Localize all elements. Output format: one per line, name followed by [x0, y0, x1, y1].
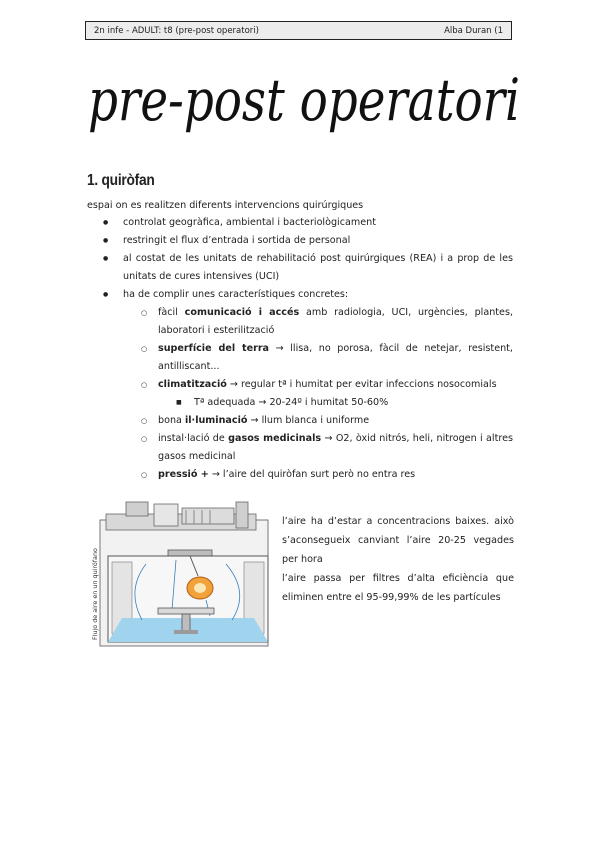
- bullet-list: [87, 214, 513, 484]
- sub-item-floor: ○ superfície del terra → llisa, no porosa, fàcil de netejar, resistent, antilliscant...: [123, 340, 513, 376]
- page-title: [84, 58, 524, 148]
- sub-item-pressure: ○ pressió + → l’aire del quiròfan surt però no entra res: [123, 466, 513, 484]
- operating-room-airflow-diagram: [86, 500, 274, 646]
- header-author: Alba Duran (1: [444, 25, 503, 36]
- list-item: [87, 286, 513, 484]
- list-item-text: ha de complir unes característiques concretes:: [123, 289, 349, 300]
- page-title-text: pre-post operatori: [88, 66, 520, 134]
- note-air-concentration: l’aire ha d’estar a concentracions baixes. això s’aconsegueix canviant l’aire 20-25 vegades per hora: [282, 516, 514, 565]
- list-item: ● controlat geogràfica, ambiental i bacteriològicament: [87, 214, 513, 232]
- page-header: [85, 21, 512, 40]
- list-item: ● al costat de les unitats de rehabilitació post quirúrgiques (REA) i a prop de les unitats de cures intensives (UCI): [87, 250, 513, 286]
- sub-item-lighting: ○ bona il·luminació → llum blanca i uniforme: [123, 412, 513, 430]
- sub-sub-list: [158, 394, 513, 412]
- section-intro: espai on es realitzen diferents intervencions quirúrgiques: [87, 200, 364, 211]
- sub-item-climate: ○ climatització → regular tª i humitat per evitar infeccions nosocomials ■ Tª adequada → 20-24º i humitat 50-60%: [123, 376, 513, 412]
- sub-item-gases: ○ instal·lació de gasos medicinals → O2, òxid nitrós, heli, nitrogen i altres gasos medicinal: [123, 430, 513, 466]
- airflow-notes: [282, 512, 514, 607]
- sub-list: [123, 304, 513, 484]
- list-item: ● restringit el flux d’entrada i sortida de personal: [87, 232, 513, 250]
- sub-item-access: ○ fàcil comunicació i accés amb radiologia, UCI, urgències, plantes, laboratori i esterilització: [123, 304, 513, 340]
- note-air-filters: l’aire passa per filtres d’alta eficiència que eliminen entre el 95-99,99% de les partícules: [282, 573, 514, 603]
- sub-sub-item-temperature: ■ Tª adequada → 20-24º i humitat 50-60%: [158, 394, 513, 412]
- header-course: 2n infe - ADULT: t8 (pre-post operatori): [94, 25, 259, 36]
- section-heading: 1. quiròfan: [87, 172, 155, 189]
- figure-caption: Flujo de aire en un quirófano: [91, 548, 99, 640]
